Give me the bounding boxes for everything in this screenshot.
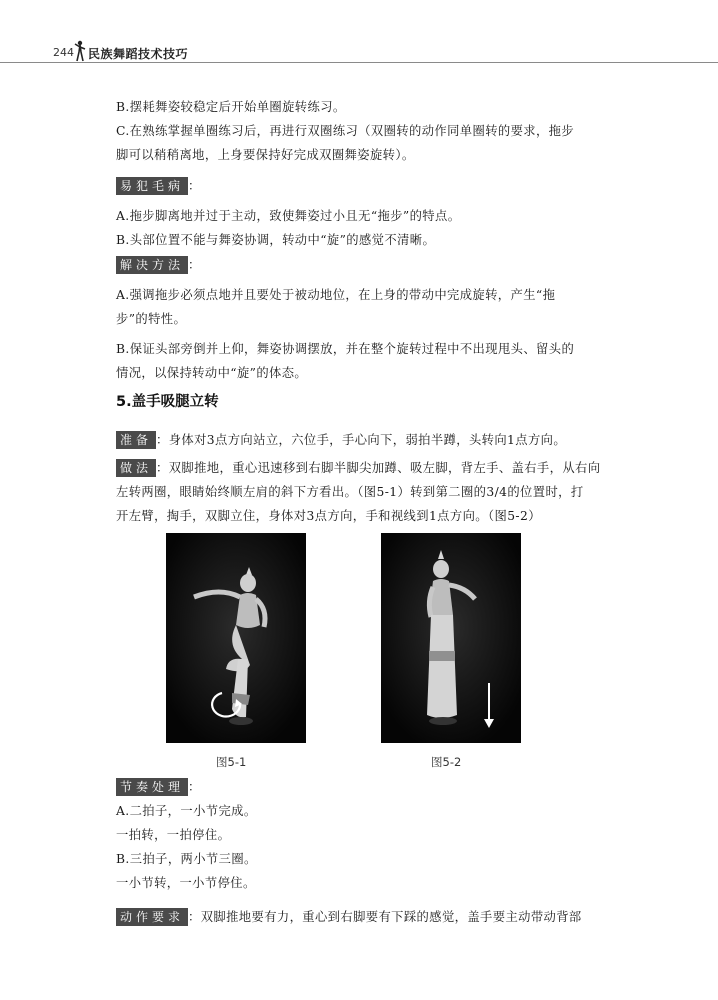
rhythm-a: A.二拍子，一小节完成。 (116, 804, 257, 818)
requirements-tag: 动作要求 (116, 908, 188, 926)
method-tag: 做法 (116, 459, 156, 477)
rhythm-tag: 节奏处理 (116, 778, 188, 796)
rhythm-b-detail: 一小节转，一小节停住。 (116, 876, 256, 890)
solutions-section (116, 253, 606, 385)
prep-tag: 准备 (116, 431, 156, 449)
method-text: ：双脚推地，重心迅速移到右脚半脚尖加蹲、吸左脚，背左手、盖右手，从右向 (156, 461, 601, 475)
step-c-cont: 脚可以稍稍离地，上身要保持好完成双圈舞姿旋转）。 (116, 148, 415, 162)
mistake-b: B.头部位置不能与舞姿协调，转动中“旋”的感觉不清晰。 (116, 233, 436, 247)
figure-5-2 (381, 533, 521, 743)
rhythm-section (116, 775, 606, 895)
mistakes-section (116, 174, 606, 252)
requirements-text: ：双脚推地要有力，重心到右脚要有下踩的感觉，盖手要主动带动背部 (188, 910, 582, 924)
page-header (0, 40, 718, 70)
header-divider (0, 62, 718, 63)
solutions-tag: 解决方法 (116, 256, 188, 274)
solution-a-cont: 步”的特性。 (116, 312, 187, 326)
mistakes-colon: ： (188, 179, 201, 193)
rhythm-colon: ： (188, 780, 201, 794)
solution-b-cont: 情况，以保持转动中“旋”的体态。 (116, 366, 308, 380)
book-title: 民族舞蹈技术技巧 (88, 47, 189, 61)
method-text-cont1: 左转两圈，眼睛始终顺左肩的斜下方看出。（图5-1）转到第二圈的3/4的位置时，打 (116, 485, 584, 499)
solution-b: B.保证头部旁倒并上仰，舞姿协调摆放，并在整个旋转过程中不出现甩头、留头的 (116, 342, 575, 356)
dancer-photo-1 (166, 533, 306, 743)
figure-5-1-caption: 图5-1 (216, 755, 247, 769)
section-5 (116, 390, 606, 528)
practice-steps (116, 95, 606, 167)
rhythm-a-detail: 一拍转，一拍停住。 (116, 828, 231, 842)
mistake-a: A.拖步脚离地并过于主动，致使舞姿过小且无“拖步”的特点。 (116, 209, 461, 223)
solutions-colon: ： (188, 258, 201, 272)
solution-a: A.强调拖步必须点地并且要处于被动地位，在上身的带动中完成旋转，产生“拖 (116, 288, 556, 302)
page-number: 244 (53, 46, 74, 59)
step-c: C.在熟练掌握单圈练习后，再进行双圈练习（双圈转的动作同单圈转的要求，拖步 (116, 124, 575, 138)
dancer-logo-icon (74, 40, 86, 62)
method-text-cont2: 开左臂，掏手，双脚立住，身体对3点方向，手和视线到1点方向。（图5-2） (116, 509, 541, 523)
rhythm-b: B.三拍子，两小节三圈。 (116, 852, 257, 866)
step-b: B.摆耗舞姿较稳定后开始单圈旋转练习。 (116, 100, 346, 114)
prep-text: ：身体对3点方向站立，六位手，手心向下，弱拍半蹲，头转向1点方向。 (156, 433, 567, 447)
figure-5-1 (166, 533, 306, 743)
dancer-photo-2 (381, 533, 521, 743)
figure-5-2-caption: 图5-2 (431, 755, 462, 769)
requirements-section (116, 905, 606, 929)
section-heading: 5.盖手吸腿立转 (116, 394, 219, 410)
mistakes-tag: 易犯毛病 (116, 177, 188, 195)
